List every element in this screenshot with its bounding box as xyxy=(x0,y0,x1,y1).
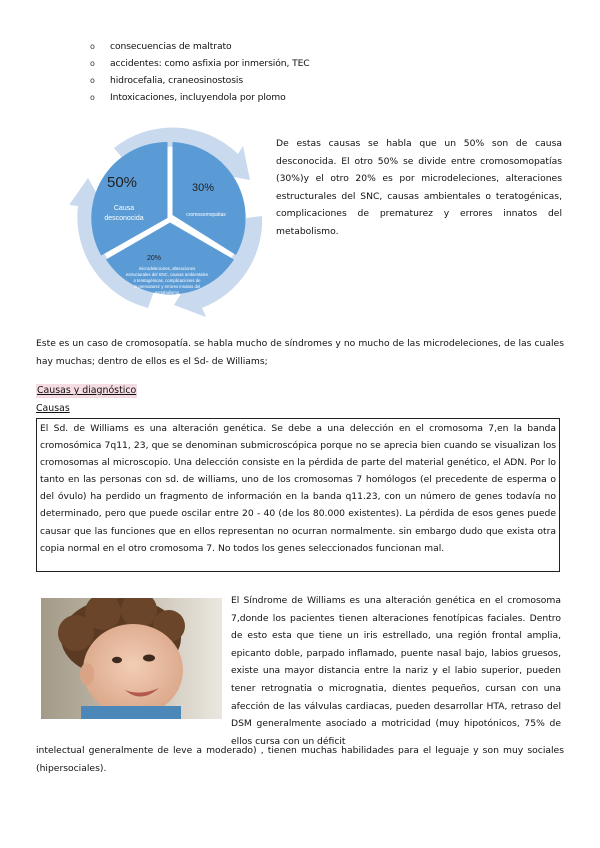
segment-microdeletions-label-2: estructurales del SNC, causas ambientales xyxy=(125,272,209,277)
list-item-text: consecuencias de maltrato xyxy=(110,41,232,52)
list-item-text: accidentes: como asfixia por inmersión, TEC xyxy=(110,58,310,69)
syndrome-paragraph-continued: intelectual generalmente de leve a moderado) , tienen muchas habilidades para el leguaje y son muy sociales (hipersociales). xyxy=(36,745,564,774)
segment-microdeletions-pct: 20% xyxy=(146,255,162,262)
segment-microdeletions-label-3: o teratogénicas, complicaciones de xyxy=(133,278,201,283)
photo-eye xyxy=(112,657,122,663)
segment-microdeletions-label-1: microdeleciones, alteraciones xyxy=(138,266,196,271)
causes-cycle-diagram xyxy=(70,118,270,318)
bullet-list xyxy=(90,38,310,106)
causes-paragraph: De estas causas se habla que un 50% son de causa desconocida. El otro 50% se divide entre cromosomopatías (30%)y el otro 20% es por microdeleciones, alteraciones estructurales del SNC, causas ambientales o teratogénicas, complicaciones de prematurez y errores innatos del metabolismo. xyxy=(276,138,562,237)
photo-face xyxy=(83,624,183,716)
child-photo xyxy=(41,598,222,719)
bordered-text-box xyxy=(36,418,560,572)
segment-unknown-label-1: Causa xyxy=(113,205,135,212)
photo-eye xyxy=(143,655,155,662)
syndrome-paragraph: El Síndrome de Williams es una alteración genética en el cromosoma 7,donde los pacientes tienen alteraciones fenotípicas faciales. Dentro de esto esta que tiene un iris estrellado, una región frontal amplia, epicanto doble, parpado inflamado, puente nasal bajo, labios gruesos, existe una mayor distancia entre la nariz y el labio superior, pueden tener retrognatia o micrognatia, dientes pequeños, cursan con una afección de las válvulas cardiacas, pueden desarrollar HTA, retraso del DSM generalmente asociado a motricidad (muy hipotónicos, 75% de ellos cursa con un déficit xyxy=(231,595,561,747)
bullet-marker: o xyxy=(90,42,95,51)
list-item-text: Intoxicaciones, incluyendola por plomo xyxy=(110,92,286,103)
list-item xyxy=(90,72,310,89)
photo-ear xyxy=(80,663,94,685)
list-item xyxy=(90,38,310,55)
case-paragraph: Este es un caso de cromosopatía. se habla mucho de síndromes y no mucho de las microdeleciones, de las cuales hay muchas; dentro de ellos es el Sd- de Williams; xyxy=(36,338,564,367)
photo-shirt xyxy=(81,706,181,719)
segment-microdeletions-label-5: metabolismo xyxy=(154,290,180,295)
segment-unknown-pct: 50% xyxy=(106,174,138,191)
subsection-heading: Causas xyxy=(36,403,70,414)
bullet-marker: o xyxy=(90,59,95,68)
box-paragraph: El Sd. de Williams es una alteración genética. Se debe a una delección en el cromosoma 7,en la banda cromosómica 7q11, 23, que se denominan submicroscópica porque no se aprecia bien cuando se visualizan los cromosomas al microscopio. Una delección consiste en la pérdida de parte del material genético, el ADN. Por lo tanto en las personas con sd. de williams, uno de los cromosomas 7 homólogos (el precedente de esperma o del óvulo) ha perdido un fragmento de información en la banda q11.23, con un número de genes todavía no determinado, pero que puede oscilar entre 20 - 40 (de los 80.000 existentes). La pérdida de esos genes puede causar que las funciones que en ellos representan no ocurran normalmente. sin embargo dudo que exista otra copia normal en el otro cromosoma 7. No todos los genes seleccionados funcionan mal. xyxy=(40,423,556,554)
section-heading: Causas y diagnóstico xyxy=(37,385,137,396)
list-item-text: hidrocefalia, craneosinostosis xyxy=(110,75,244,86)
segment-microdeletions-label-4: la prematurez y errores innatos del xyxy=(133,284,201,289)
segment-unknown-label-2: desconocida xyxy=(104,215,144,222)
bullet-marker: o xyxy=(90,76,95,85)
segment-chromosomopathy-label: cromosomopatias xyxy=(186,212,226,218)
list-item xyxy=(90,89,310,106)
bullet-marker: o xyxy=(90,93,95,102)
list-item xyxy=(90,55,310,72)
segment-chromosomopathy-pct: 30% xyxy=(191,182,215,194)
